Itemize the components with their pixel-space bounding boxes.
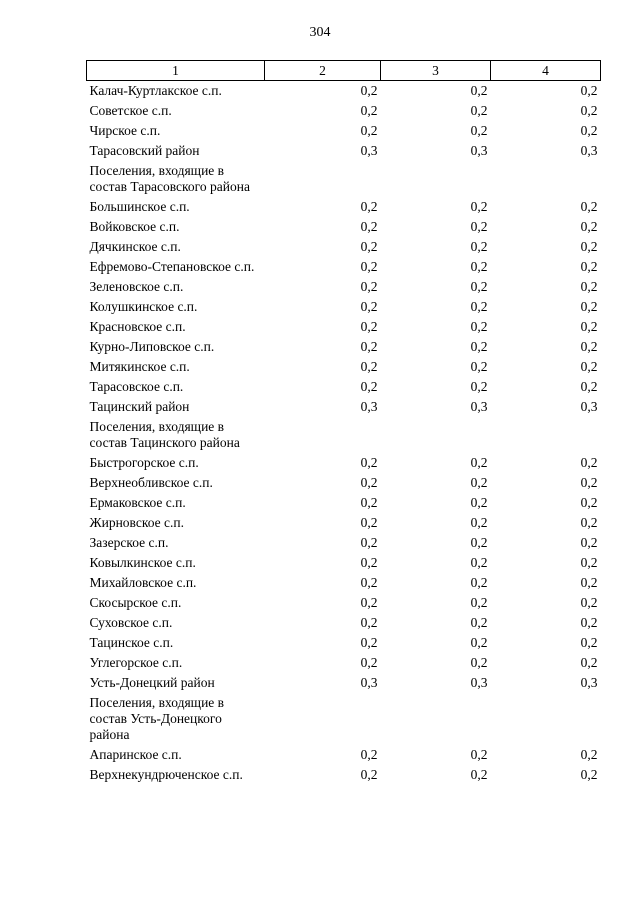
value-col-3-cell: 0,2 (470, 299, 488, 314)
value-col-3-cell: 0,2 (470, 239, 488, 254)
row-name-cell: Верхнеобливское с.п. (89, 475, 213, 490)
table-row (87, 513, 601, 533)
value-col-3-cell: 0,2 (470, 655, 488, 670)
value-col-3-cell: 0,2 (470, 495, 488, 510)
row-name-cell: Жирновское с.п. (89, 515, 184, 530)
table-row (87, 593, 601, 613)
value-col-4-cell: 0,2 (580, 199, 598, 214)
value-col-2-cell: 0,2 (360, 123, 378, 138)
value-col-3-cell (381, 693, 491, 745)
value-col-4-cell: 0,3 (580, 399, 598, 414)
value-col-3-cell: 0,3 (470, 675, 488, 690)
row-name-cell: Верхнекундрюченское с.п. (89, 767, 243, 782)
table-row (87, 553, 601, 573)
row-name-cell: Митякинское с.п. (89, 359, 190, 374)
row-name-cell: Поселения, входящие в состав Тарасовского района (89, 163, 250, 194)
value-col-2-cell: 0,2 (360, 455, 378, 470)
value-col-2-cell: 0,3 (360, 143, 378, 158)
value-col-4-cell: 0,2 (580, 319, 598, 334)
value-col-2-cell: 0,2 (360, 83, 378, 98)
value-col-4-cell: 0,2 (580, 595, 598, 610)
table-row (87, 81, 601, 102)
value-col-4-cell: 0,2 (580, 455, 598, 470)
row-name-cell: Дячкинское с.п. (89, 239, 181, 254)
value-col-2-cell: 0,3 (360, 399, 378, 414)
value-col-4-cell: 0,2 (580, 279, 598, 294)
row-name-cell: Быстрогорское с.п. (89, 455, 199, 470)
table-row (87, 745, 601, 765)
table-row (87, 197, 601, 217)
value-col-4-cell: 0,3 (580, 675, 598, 690)
value-col-2-cell: 0,2 (360, 339, 378, 354)
table-row (87, 337, 601, 357)
value-col-4-cell: 0,2 (580, 535, 598, 550)
value-col-4-cell: 0,2 (580, 475, 598, 490)
header-col-4: 4 (491, 61, 601, 81)
row-name-cell: Зазерское с.п. (89, 535, 169, 550)
value-col-3-cell: 0,3 (470, 399, 488, 414)
header-col-2: 2 (265, 61, 381, 81)
table-row (87, 237, 601, 257)
value-col-2-cell: 0,2 (360, 475, 378, 490)
value-col-4-cell (491, 161, 601, 197)
row-name-cell: Поселения, входящие в состав Усть-Донецкого района (89, 695, 225, 742)
table-row (87, 257, 601, 277)
table-row (87, 297, 601, 317)
value-col-4-cell: 0,2 (580, 123, 598, 138)
table-row (87, 493, 601, 513)
table-body (87, 81, 601, 786)
value-col-4-cell: 0,2 (580, 747, 598, 762)
value-col-2-cell (265, 161, 381, 197)
value-col-2-cell: 0,2 (360, 595, 378, 610)
value-col-3-cell: 0,2 (470, 635, 488, 650)
value-col-2-cell: 0,2 (360, 615, 378, 630)
header-col-3: 3 (381, 61, 491, 81)
table-row (87, 765, 601, 785)
value-col-2-cell: 0,2 (360, 219, 378, 234)
value-col-2-cell: 0,2 (360, 239, 378, 254)
value-col-3-cell: 0,2 (470, 615, 488, 630)
value-col-2-cell: 0,2 (360, 359, 378, 374)
value-col-2-cell: 0,2 (360, 199, 378, 214)
value-col-2-cell: 0,2 (360, 555, 378, 570)
row-name-cell: Чирское с.п. (89, 123, 161, 138)
value-col-2-cell: 0,2 (360, 635, 378, 650)
value-col-4-cell: 0,2 (580, 555, 598, 570)
header-col-1: 1 (87, 61, 265, 81)
value-col-4-cell: 0,2 (580, 379, 598, 394)
value-col-4-cell (491, 417, 601, 453)
table-row (87, 473, 601, 493)
row-name-cell: Колушкинское с.п. (89, 299, 198, 314)
row-name-cell: Углегорское с.п. (89, 655, 183, 670)
row-name-cell: Тарасовский район (89, 143, 200, 158)
value-col-3-cell: 0,3 (470, 143, 488, 158)
value-col-2-cell (265, 417, 381, 453)
row-name-cell: Тарасовское с.п. (89, 379, 184, 394)
value-col-4-cell: 0,2 (580, 767, 598, 782)
table-row (87, 453, 601, 473)
value-col-4-cell: 0,2 (580, 495, 598, 510)
table-row (87, 633, 601, 653)
value-col-4-cell: 0,2 (580, 575, 598, 590)
value-col-4-cell: 0,2 (580, 239, 598, 254)
table-row (87, 277, 601, 297)
value-col-3-cell (381, 417, 491, 453)
table-row (87, 533, 601, 553)
value-col-3-cell (381, 161, 491, 197)
value-col-2-cell (265, 693, 381, 745)
value-col-4-cell: 0,2 (580, 635, 598, 650)
value-col-3-cell: 0,2 (470, 535, 488, 550)
value-col-4-cell: 0,2 (580, 83, 598, 98)
value-col-4-cell: 0,2 (580, 259, 598, 274)
value-col-2-cell: 0,2 (360, 379, 378, 394)
value-col-3-cell: 0,2 (470, 259, 488, 274)
row-name-cell: Курно-Липовское с.п. (89, 339, 215, 354)
value-col-3-cell: 0,2 (470, 279, 488, 294)
table-row (87, 573, 601, 593)
table-row (87, 141, 601, 161)
row-name-cell: Ковылкинское с.п. (89, 555, 196, 570)
table-row (87, 397, 601, 417)
value-col-3-cell: 0,2 (470, 575, 488, 590)
row-name-cell: Зеленовское с.п. (89, 279, 184, 294)
value-col-2-cell: 0,2 (360, 535, 378, 550)
table-row (87, 417, 601, 453)
value-col-4-cell: 0,2 (580, 359, 598, 374)
value-col-3-cell: 0,2 (470, 199, 488, 214)
value-col-2-cell: 0,2 (360, 515, 378, 530)
table-row (87, 317, 601, 337)
row-name-cell: Усть-Донецкий район (89, 675, 215, 690)
value-col-2-cell: 0,2 (360, 259, 378, 274)
table-row (87, 357, 601, 377)
value-col-4-cell: 0,2 (580, 615, 598, 630)
value-col-2-cell: 0,2 (360, 319, 378, 334)
value-col-3-cell: 0,2 (470, 339, 488, 354)
value-col-2-cell: 0,2 (360, 575, 378, 590)
row-name-cell: Поселения, входящие в состав Тацинского района (89, 419, 240, 450)
value-col-3-cell: 0,2 (470, 555, 488, 570)
value-col-4-cell: 0,3 (580, 143, 598, 158)
value-col-2-cell: 0,3 (360, 675, 378, 690)
row-name-cell: Большинское с.п. (89, 199, 190, 214)
value-col-3-cell: 0,2 (470, 455, 488, 470)
row-name-cell: Скосырское с.п. (89, 595, 182, 610)
table-row (87, 161, 601, 197)
value-col-2-cell: 0,2 (360, 655, 378, 670)
row-name-cell: Михайловское с.п. (89, 575, 197, 590)
value-col-4-cell: 0,2 (580, 103, 598, 118)
value-col-4-cell (491, 693, 601, 745)
value-col-4-cell: 0,2 (580, 219, 598, 234)
table-row (87, 121, 601, 141)
value-col-4-cell: 0,2 (580, 299, 598, 314)
row-name-cell: Ефремово-Степановское с.п. (89, 259, 255, 274)
row-name-cell: Красновское с.п. (89, 319, 186, 334)
value-col-3-cell: 0,2 (470, 515, 488, 530)
row-name-cell: Калач-Куртлакское с.п. (89, 83, 222, 98)
value-col-2-cell: 0,2 (360, 279, 378, 294)
value-col-4-cell: 0,2 (580, 339, 598, 354)
value-col-2-cell: 0,2 (360, 767, 378, 782)
value-col-3-cell: 0,2 (470, 103, 488, 118)
value-col-3-cell: 0,2 (470, 475, 488, 490)
table-row (87, 653, 601, 673)
table-header (87, 61, 601, 81)
table-row (87, 217, 601, 237)
value-col-3-cell: 0,2 (470, 83, 488, 98)
value-col-2-cell: 0,2 (360, 299, 378, 314)
table-row (87, 693, 601, 745)
page-number: 304 (309, 25, 331, 40)
table-row (87, 377, 601, 397)
table-row (87, 613, 601, 633)
value-col-3-cell: 0,2 (470, 379, 488, 394)
value-col-4-cell: 0,2 (580, 655, 598, 670)
row-name-cell: Апаринское с.п. (89, 747, 182, 762)
row-name-cell: Войковское с.п. (89, 219, 180, 234)
value-col-3-cell: 0,2 (470, 747, 488, 762)
value-col-3-cell: 0,2 (470, 319, 488, 334)
value-col-2-cell: 0,2 (360, 103, 378, 118)
row-name-cell: Ермаковское с.п. (89, 495, 186, 510)
table-row (87, 673, 601, 693)
value-col-2-cell: 0,2 (360, 747, 378, 762)
value-col-3-cell: 0,2 (470, 595, 488, 610)
data-table (86, 60, 601, 785)
value-col-3-cell: 0,2 (470, 219, 488, 234)
row-name-cell: Тацинский район (89, 399, 190, 414)
value-col-2-cell: 0,2 (360, 495, 378, 510)
row-name-cell: Советское с.п. (89, 103, 172, 118)
value-col-3-cell: 0,2 (470, 359, 488, 374)
table-row (87, 101, 601, 121)
row-name-cell: Суховское с.п. (89, 615, 173, 630)
header-row (87, 61, 601, 81)
value-col-3-cell: 0,2 (470, 123, 488, 138)
row-name-cell: Тацинское с.п. (89, 635, 174, 650)
value-col-4-cell: 0,2 (580, 515, 598, 530)
value-col-3-cell: 0,2 (470, 767, 488, 782)
